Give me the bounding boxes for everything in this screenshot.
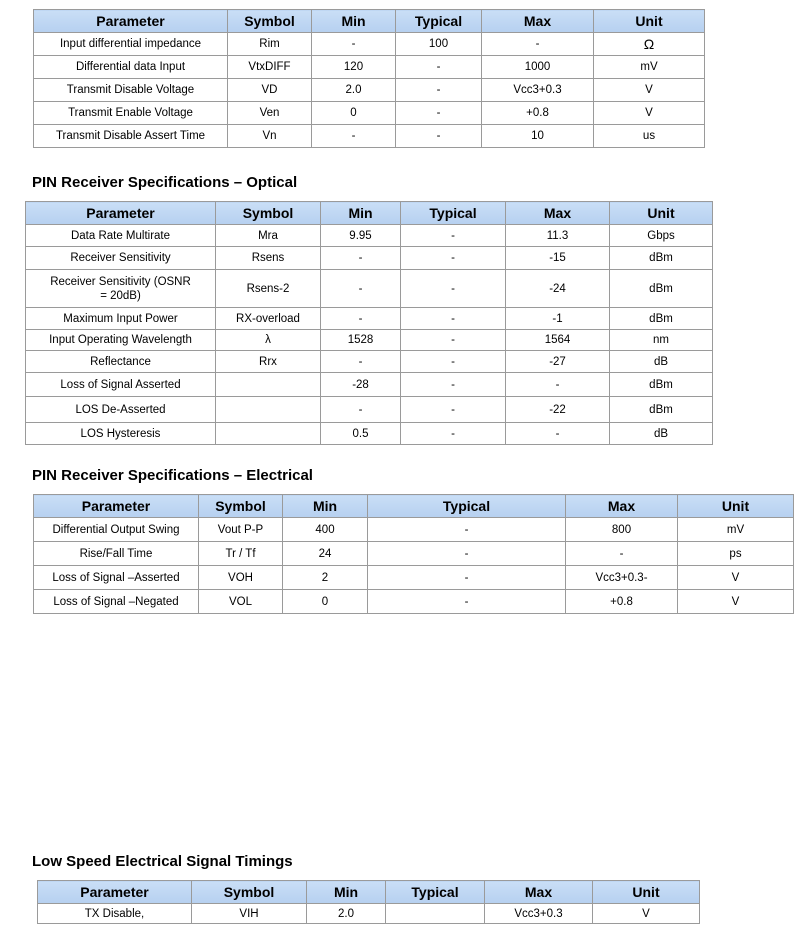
cell-parameter: Loss of Signal Asserted: [26, 373, 216, 397]
cell-symbol: Tr / Tf: [199, 542, 283, 566]
cell-unit: dBm: [610, 373, 713, 397]
cell-min: 24: [283, 542, 368, 566]
table-row: [34, 542, 794, 566]
cell-max: 10: [482, 125, 594, 148]
table-header-row: [38, 881, 700, 904]
table-row: [26, 330, 713, 351]
cell-typical: -: [396, 56, 482, 79]
cell-parameter: Maximum Input Power: [26, 308, 216, 330]
cell-unit: Ω: [594, 33, 705, 56]
cell-unit: V: [594, 102, 705, 125]
table-row: [26, 225, 713, 247]
header-symbol: Symbol: [216, 202, 321, 225]
cell-min: 2.0: [307, 904, 386, 924]
cell-parameter: Loss of Signal –Negated: [34, 590, 199, 614]
cell-typical: -: [368, 590, 566, 614]
cell-unit: V: [593, 904, 700, 924]
cell-max: -1: [506, 308, 610, 330]
cell-unit: Gbps: [610, 225, 713, 247]
cell-parameter: Reflectance: [26, 351, 216, 373]
cell-symbol: λ: [216, 330, 321, 351]
cell-parameter: Data Rate Multirate: [26, 225, 216, 247]
cell-parameter: Input Operating Wavelength: [26, 330, 216, 351]
cell-max: +0.8: [482, 102, 594, 125]
table-row: [34, 590, 794, 614]
cell-max: -: [506, 373, 610, 397]
cell-symbol: Vout P-P: [199, 518, 283, 542]
cell-parameter: LOS De-Asserted: [26, 397, 216, 423]
table-header-row: [34, 495, 794, 518]
header-unit: Unit: [594, 10, 705, 33]
cell-symbol: [216, 397, 321, 423]
cell-unit: dB: [610, 423, 713, 445]
cell-max: 11.3: [506, 225, 610, 247]
table-row: [26, 397, 713, 423]
table-row: [26, 351, 713, 373]
cell-typical: -: [401, 397, 506, 423]
header-min: Min: [307, 881, 386, 904]
cell-symbol: [216, 373, 321, 397]
cell-max: -15: [506, 247, 610, 270]
header-min: Min: [283, 495, 368, 518]
cell-min: 2: [283, 566, 368, 590]
cell-min: -: [312, 33, 396, 56]
table-row: [26, 308, 713, 330]
header-max: Max: [506, 202, 610, 225]
cell-min: 120: [312, 56, 396, 79]
cell-parameter: LOS Hysteresis: [26, 423, 216, 445]
cell-parameter: Receiver Sensitivity (OSNR = 20dB): [26, 270, 216, 308]
cell-symbol: Rsens-2: [216, 270, 321, 308]
cell-typical: -: [401, 423, 506, 445]
cell-unit: dBm: [610, 397, 713, 423]
cell-typical: -: [396, 79, 482, 102]
cell-parameter: Receiver Sensitivity: [26, 247, 216, 270]
cell-typical: -: [368, 518, 566, 542]
cell-typical: 100: [396, 33, 482, 56]
cell-unit: dBm: [610, 247, 713, 270]
cell-unit: V: [594, 79, 705, 102]
cell-symbol: VtxDIFF: [228, 56, 312, 79]
table-row: [26, 270, 713, 308]
cell-min: -28: [321, 373, 401, 397]
header-parameter: Parameter: [38, 881, 192, 904]
cell-max: -: [566, 542, 678, 566]
header-symbol: Symbol: [199, 495, 283, 518]
cell-max: -: [506, 423, 610, 445]
table-row: [34, 566, 794, 590]
table-row: [26, 373, 713, 397]
cell-min: -: [321, 397, 401, 423]
cell-unit: us: [594, 125, 705, 148]
cell-min: 2.0: [312, 79, 396, 102]
cell-unit: mV: [594, 56, 705, 79]
table-header-row: [34, 10, 705, 33]
cell-typical: -: [368, 566, 566, 590]
transmitter-spec-table: [33, 9, 705, 148]
cell-unit: V: [678, 590, 794, 614]
receiver-optical-spec-table: [25, 201, 713, 445]
header-typical: Typical: [396, 10, 482, 33]
cell-min: 1528: [321, 330, 401, 351]
table-header-row: [26, 202, 713, 225]
header-parameter: Parameter: [26, 202, 216, 225]
cell-symbol: Vn: [228, 125, 312, 148]
cell-typical: -: [401, 351, 506, 373]
section-title-timings: Low Speed Electrical Signal Timings: [32, 853, 293, 870]
cell-max: -22: [506, 397, 610, 423]
cell-min: 0.5: [321, 423, 401, 445]
low-speed-timings-table: [37, 880, 700, 924]
header-symbol: Symbol: [192, 881, 307, 904]
cell-min: -: [321, 308, 401, 330]
cell-typical: -: [401, 330, 506, 351]
cell-symbol: VOL: [199, 590, 283, 614]
cell-unit: V: [678, 566, 794, 590]
cell-symbol: RX-overload: [216, 308, 321, 330]
cell-typical: [386, 904, 485, 924]
cell-typical: -: [401, 225, 506, 247]
table-row: [34, 33, 705, 56]
cell-typical: -: [368, 542, 566, 566]
cell-max: 1564: [506, 330, 610, 351]
cell-min: -: [321, 247, 401, 270]
header-unit: Unit: [593, 881, 700, 904]
cell-parameter: Differential data Input: [34, 56, 228, 79]
cell-parameter: Rise/Fall Time: [34, 542, 199, 566]
cell-max: Vcc3+0.3: [482, 79, 594, 102]
cell-typical: -: [401, 373, 506, 397]
cell-symbol: Mra: [216, 225, 321, 247]
table-row: [34, 102, 705, 125]
cell-max: 800: [566, 518, 678, 542]
cell-max: -27: [506, 351, 610, 373]
cell-symbol: VIH: [192, 904, 307, 924]
cell-min: 9.95: [321, 225, 401, 247]
cell-max: Vcc3+0.3: [485, 904, 593, 924]
table-row: [34, 56, 705, 79]
cell-max: -: [482, 33, 594, 56]
table-row: [34, 79, 705, 102]
header-min: Min: [312, 10, 396, 33]
cell-max: +0.8: [566, 590, 678, 614]
cell-typical: -: [401, 247, 506, 270]
header-min: Min: [321, 202, 401, 225]
cell-parameter: Input differential impedance: [34, 33, 228, 56]
header-parameter: Parameter: [34, 10, 228, 33]
cell-min: 0: [283, 590, 368, 614]
cell-min: -: [321, 270, 401, 308]
cell-parameter: Differential Output Swing: [34, 518, 199, 542]
cell-parameter: Transmit Disable Assert Time: [34, 125, 228, 148]
header-symbol: Symbol: [228, 10, 312, 33]
cell-typical: -: [396, 125, 482, 148]
table-row: [38, 904, 700, 924]
header-typical: Typical: [386, 881, 485, 904]
header-max: Max: [566, 495, 678, 518]
cell-unit: dBm: [610, 270, 713, 308]
cell-typical: -: [401, 270, 506, 308]
cell-unit: mV: [678, 518, 794, 542]
cell-symbol: Ven: [228, 102, 312, 125]
cell-symbol: VOH: [199, 566, 283, 590]
table-row: [26, 423, 713, 445]
header-unit: Unit: [610, 202, 713, 225]
cell-parameter: Transmit Disable Voltage: [34, 79, 228, 102]
cell-symbol: Rim: [228, 33, 312, 56]
cell-symbol: Rrx: [216, 351, 321, 373]
cell-max: 1000: [482, 56, 594, 79]
cell-symbol: [216, 423, 321, 445]
cell-parameter: Loss of Signal –Asserted: [34, 566, 199, 590]
cell-min: 0: [312, 102, 396, 125]
table-row: [26, 247, 713, 270]
cell-max: -24: [506, 270, 610, 308]
table-row: [34, 518, 794, 542]
cell-symbol: VD: [228, 79, 312, 102]
cell-typical: -: [401, 308, 506, 330]
cell-unit: ps: [678, 542, 794, 566]
section-title-optical: PIN Receiver Specifications – Optical: [32, 174, 298, 191]
cell-parameter: Transmit Enable Voltage: [34, 102, 228, 125]
header-max: Max: [485, 881, 593, 904]
header-parameter: Parameter: [34, 495, 199, 518]
cell-unit: dB: [610, 351, 713, 373]
header-unit: Unit: [678, 495, 794, 518]
header-typical: Typical: [401, 202, 506, 225]
cell-min: -: [312, 125, 396, 148]
cell-unit: nm: [610, 330, 713, 351]
cell-min: -: [321, 351, 401, 373]
cell-min: 400: [283, 518, 368, 542]
cell-symbol: Rsens: [216, 247, 321, 270]
cell-max: Vcc3+0.3-: [566, 566, 678, 590]
header-max: Max: [482, 10, 594, 33]
header-typical: Typical: [368, 495, 566, 518]
cell-typical: -: [396, 102, 482, 125]
cell-parameter: TX Disable,: [38, 904, 192, 924]
table-row: [34, 125, 705, 148]
receiver-electrical-spec-table: [33, 494, 794, 614]
cell-unit: dBm: [610, 308, 713, 330]
section-title-electrical: PIN Receiver Specifications – Electrical: [32, 467, 313, 484]
